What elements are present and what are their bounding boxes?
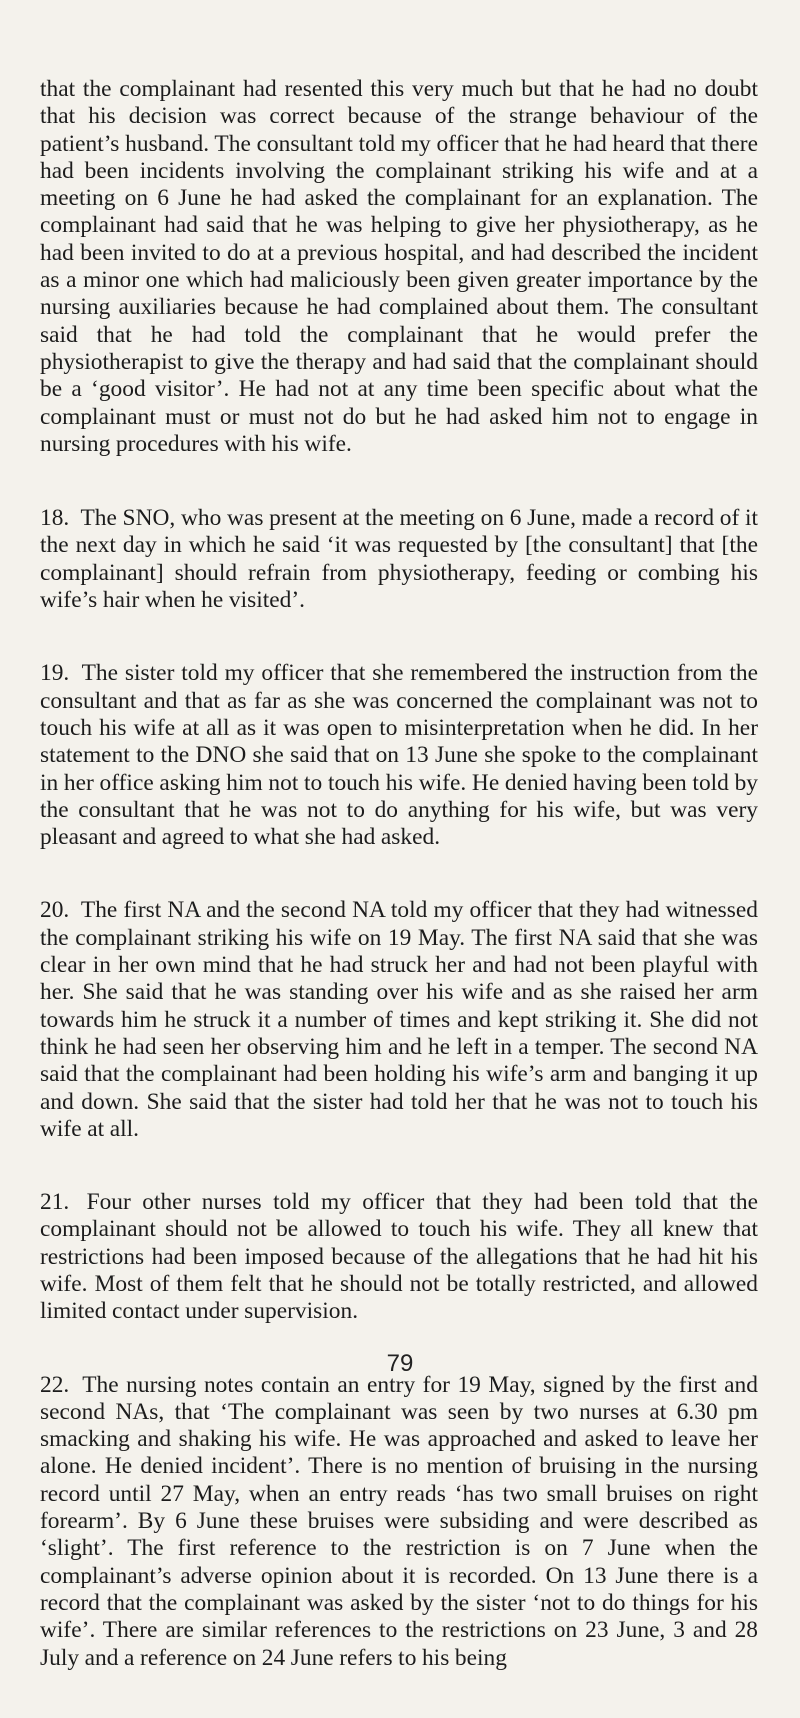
paragraph-text: The first NA and the second NA told my officer that they had witnessed the complainant striking his wife on 19 May. The first NA said that she was clear in her own mind that he had struck her and had not been playful with her. She said that he was standing over his wife and as she raised her arm towards him he struck it a number of times and kept striking it. She did not think he had seen her observing him and he left in a temper. The second NA said that the complainant had been holding his wife’s arm and banging it up and down. She said that the sister had told her that he was not to touch his wife at all.: [40, 897, 758, 1142]
paragraph-18: [40, 505, 758, 614]
paragraph-number: 18.: [40, 505, 70, 532]
page-number: 79: [386, 1350, 414, 1377]
paragraph-22: [40, 1372, 758, 1672]
paragraph-text: The sister told my officer that she remembered the instruction from the consultant and that as far as she was concerned the complainant was not to touch his wife at all as it was open to misinterpretation when he did. In her statement to the DNO she said that on 13 June she spoke to the complainant in her office asking him not to touch his wife. He denied having been told by the consultant that he was not to do anything for his wife, but was very pleasant and agreed to what she had asked.: [40, 660, 759, 851]
body-text: [40, 76, 758, 1718]
paragraph-number: 19.: [40, 660, 70, 687]
paragraph-20: [40, 897, 758, 1143]
paragraph-21: [40, 1189, 758, 1325]
paragraph-text: that the complainant had resented this very much but that he had no doubt that his decision was correct because of the strange behaviour of the patient’s husband. The consultant told my officer that he had heard that there had been incidents involving the complainant striking his wife and at a meeting on 6 June he had asked the complainant for an explanation. The complainant had said that he was helping to give her physiotherapy, as he had been invited to do at a previous hospital, and had described the incident as a minor one which had maliciously been given greater importance by the nursing auxiliaries because he had complained about them. The consultant said that he had told the complainant that he would prefer the physiotherapist to give the therapy and had said that the complainant should be a ‘good visitor’. He had not at any time been specific about what the complainant must or must not do but he had asked him not to engage in nursing procedures with his wife.: [40, 76, 758, 457]
paragraph-continued: [40, 76, 758, 458]
paragraph-text: The SNO, who was present at the meeting on 6 June, made a record of it the next day in which he said ‘it was requested by [the consultant] that [the complainant] should refrain from physiotherapy, feeding or combing his wife’s hair when he visited’.: [40, 505, 758, 614]
paragraph-19: [40, 660, 758, 851]
paragraph-text: Four other nurses told my officer that they had been told that the complainant should not be allowed to touch his wife. They all knew that restrictions had been imposed because of the allegations that he had hit his wife. Most of them felt that he should not be totally restricted, and allowed limited contact under supervision.: [40, 1189, 758, 1325]
paragraph-number: 20.: [40, 897, 70, 924]
paragraph-number: 22.: [40, 1371, 70, 1398]
paragraph-number: 21.: [40, 1189, 70, 1216]
paragraph-text: The nursing notes contain an entry for 19 May, signed by the first and second NAs, that ‘The complainant was seen by two nurses at 6.30 pm smacking and shaking his wife. He was approached and asked to leave her alone. He denied incident’. There is no mention of bruising in the nursing record until 27 May, when an entry reads ‘has two small bruises on right forearm’. By 6 June these bruises were subsiding and were described as ‘slight’. The first reference to the restriction is on 7 June when the complainant’s adverse opinion about it is recorded. On 13 June there is a record that the complainant was asked by the sister ‘not to do things for his wife’. There are similar references to the restrictions on 23 June, 3 and 28 July and a reference on 24 June refers to his being: [40, 1371, 758, 1671]
